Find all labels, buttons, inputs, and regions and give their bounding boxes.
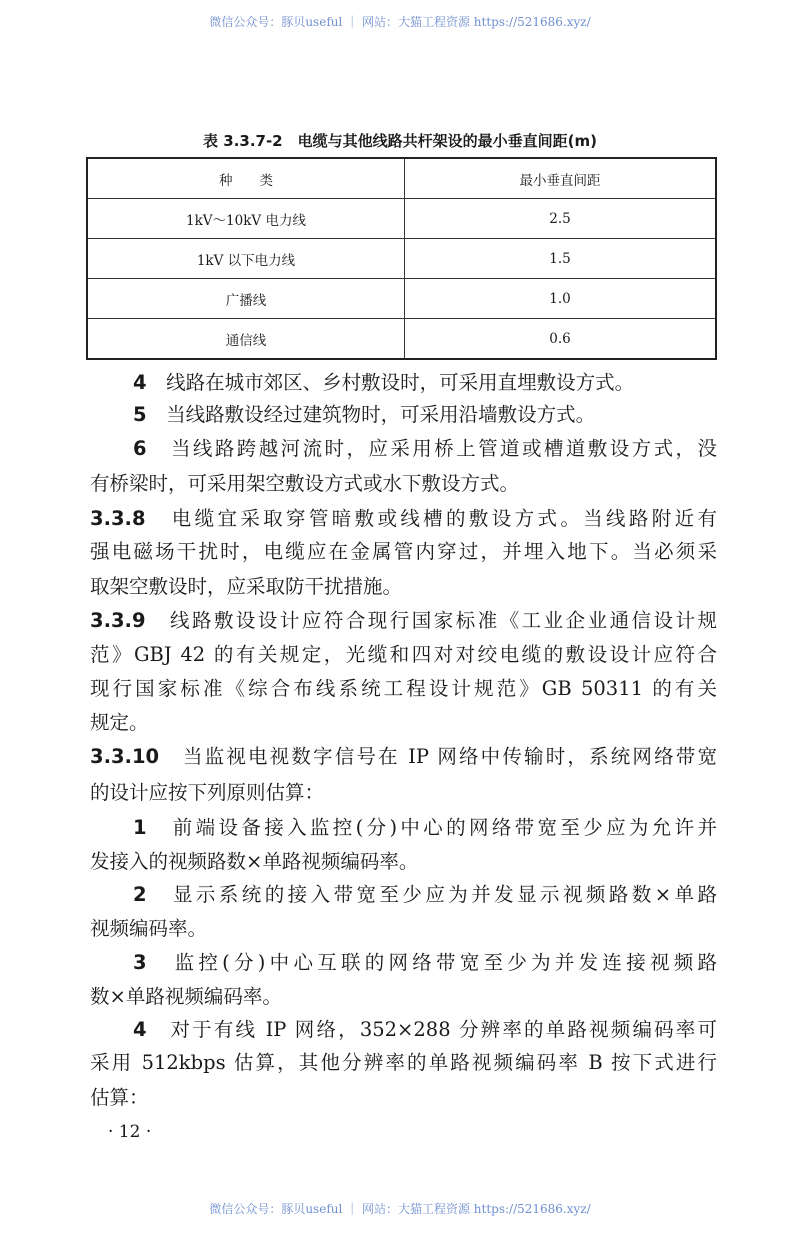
line-text: 有桥梁时，可采用架空敷设方式或水下敷设方式。 <box>90 472 520 495</box>
line-text: 线路敷设设计应符合现行国家标准《工业企业通信设计规 <box>170 609 717 632</box>
clause-number: 6 <box>133 437 147 460</box>
text-line <box>90 609 717 633</box>
text-line <box>133 951 717 975</box>
line-text: 取架空敷设时，应采取防干扰措施。 <box>90 575 403 598</box>
table-row <box>87 319 716 360</box>
text-line <box>90 781 717 805</box>
table-header-row <box>87 158 716 199</box>
line-text: 当线路跨越河流时，应采用桥上管道或槽道敷设方式，没 <box>170 437 717 460</box>
table-row <box>87 239 716 279</box>
watermark-bottom: 微信公众号：豚贝useful ｜ 网站：大猫工程资源 https://521686.xyz/ <box>209 1202 591 1216</box>
line-text: 规定。 <box>90 711 149 734</box>
clause-number: 3.3.9 <box>90 609 146 632</box>
clause-number: 1 <box>133 816 147 839</box>
clause-number: 3.3.10 <box>90 745 160 768</box>
text-line <box>133 437 717 461</box>
table-row <box>87 199 716 239</box>
clause-number: 5 <box>133 403 147 426</box>
line-text: 视频编码率。 <box>90 917 208 940</box>
text-line <box>90 850 717 874</box>
clause-number: 3 <box>133 951 147 974</box>
cell-distance: 0.6 <box>405 319 717 360</box>
watermark-top: 微信公众号：豚贝useful ｜ 网站：大猫工程资源 https://521686.xyz/ <box>209 15 591 29</box>
text-line <box>90 711 717 735</box>
clause-number: 2 <box>133 883 147 906</box>
cell-distance: 1.5 <box>405 239 717 279</box>
text-line <box>90 985 717 1009</box>
text-line <box>90 507 717 531</box>
page-number: · 12 · <box>108 1122 152 1142</box>
line-text: 电缆宜采取穿管暗敷或线槽的敷设方式。当线路附近有 <box>171 507 717 530</box>
line-text: 监控(分)中心互联的网络带宽至少为并发连接视频路 <box>174 951 717 974</box>
line-text: 线路在城市郊区、乡村敷设时，可采用直埋敷设方式。 <box>166 371 635 394</box>
line-text: 采用 512kbps 估算，其他分辨率的单路视频编码率 B 按下式进行 <box>90 1051 717 1074</box>
text-line <box>90 745 717 769</box>
header-cell: 最小垂直间距 <box>405 158 717 199</box>
clause-number: 4 <box>133 1018 147 1041</box>
text-line <box>90 643 717 667</box>
cell-type: 广播线 <box>87 279 405 319</box>
table-caption: 表 3.3.7-2 电缆与其他线路共杆架设的最小垂直间距(m) <box>203 132 597 150</box>
line-text: 的设计应按下列原则估算： <box>90 781 325 804</box>
text-line <box>90 1086 717 1110</box>
line-text: 对于有线 IP 网络，352×288 分辨率的单路视频编码率可 <box>170 1018 717 1041</box>
cell-type: 通信线 <box>87 319 405 360</box>
table-row <box>87 279 716 319</box>
text-line <box>133 1018 717 1042</box>
line-text: 数×单路视频编码率。 <box>90 985 282 1008</box>
text-line <box>90 917 717 941</box>
line-text: 范》GBJ 42 的有关规定，光缆和四对对绞电缆的敷设设计应符合 <box>90 643 717 666</box>
cell-distance: 2.5 <box>405 199 717 239</box>
text-line <box>90 540 717 564</box>
line-text: 当线路敷设经过建筑物时，可采用沿墙敷设方式。 <box>166 403 596 426</box>
spacing-table <box>86 157 717 360</box>
text-line <box>133 816 717 840</box>
line-text: 前端设备接入监控(分)中心的网络带宽至少应为允许并 <box>172 816 717 839</box>
cell-distance: 1.0 <box>405 279 717 319</box>
clause-number: 4 <box>133 371 147 394</box>
line-text: 估算： <box>90 1086 149 1109</box>
clause-number: 3.3.8 <box>90 507 146 530</box>
text-line <box>90 575 717 599</box>
cell-type: 1kV 以下电力线 <box>87 239 405 279</box>
text-line <box>133 403 717 427</box>
text-line <box>90 677 717 701</box>
cell-type: 1kV～10kV 电力线 <box>87 199 405 239</box>
text-line <box>90 1051 717 1075</box>
line-text: 当监视电视数字信号在 IP 网络中传输时，系统网络带宽 <box>182 745 717 768</box>
text-line <box>90 472 717 496</box>
line-text: 现行国家标准《综合布线系统工程设计规范》GB 50311 的有关 <box>90 677 717 700</box>
text-line <box>133 883 717 907</box>
line-text: 显示系统的接入带宽至少应为并发显示视频路数×单路 <box>172 883 717 906</box>
text-line <box>133 371 717 395</box>
line-text: 强电磁场干扰时，电缆应在金属管内穿过，并埋入地下。当必须采 <box>90 540 717 563</box>
line-text: 发接入的视频路数×单路视频编码率。 <box>90 850 419 873</box>
header-cell: 种 类 <box>87 158 405 199</box>
